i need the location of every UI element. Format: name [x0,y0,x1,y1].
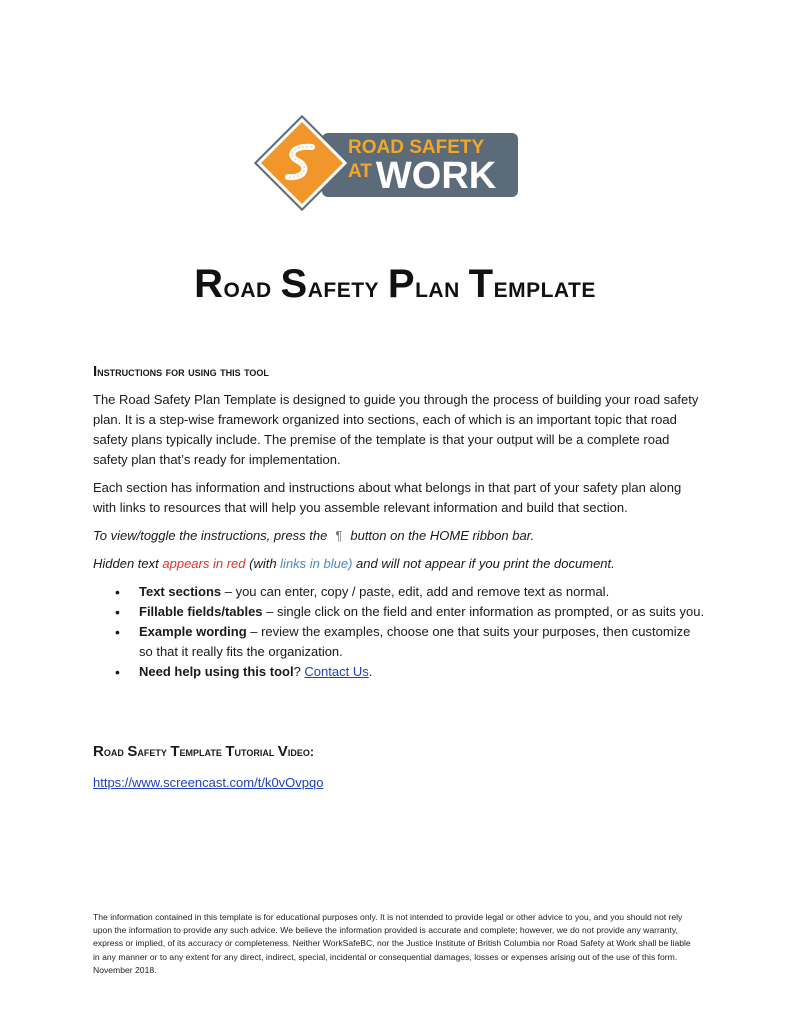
logo-text-road-safety: ROAD SAFETY [348,137,485,158]
blue-text-sample: links in blue) [280,556,353,571]
hidden-text-note [93,554,703,574]
toggle-note-text: button on the HOME ribbon bar. [350,528,535,543]
feature-bullet-list [115,582,705,682]
tutorial-video-heading: Road Safety Template Tutorial Video: [93,743,314,760]
road-safety-at-work-logo [262,127,520,213]
logo-text-work: WORK [375,155,497,197]
toggle-note-text: To view/toggle the instructions, press the [93,528,328,543]
list-item: • Need help using this tool? Contact Us. [115,662,705,682]
hidden-note-text: Hidden text [93,556,163,571]
hidden-note-text: (with [245,556,281,571]
title-word: Safety [280,262,380,306]
tutorial-video-link-row [93,773,703,793]
instructions-paragraph-1: The Road Safety Plan Template is designed to guide you through the process of building your road safety plan. It is a step-wise framework organized into sections, each of which is an important topic that road safety plans typically include. The premise of the template is that your output will be a complete road safety plan that’s ready for implementation. [93,392,699,467]
red-text-sample: appears in red [162,556,246,571]
hidden-note-text: and will not appear if you print the document. [352,556,615,571]
title-word: Road [194,262,272,306]
page-title [0,262,790,307]
list-item: • Example wording – review the examples, choose one that suits your purposes, then customize so that it really fits the organization. [115,622,705,662]
logo-text-at-work [348,157,496,195]
toggle-instructions-note [93,526,703,546]
winding-road-icon [272,133,330,191]
list-item: • Fillable fields/tables – single click on the field and enter information as prompted, or as suits you. [115,602,705,622]
title-word: Template [468,262,596,306]
legal-disclaimer: The information contained in this template is for educational purposes only. It is not intended to provide legal or other advice to you, and you should not rely upon the information to provide any such advice. We believe the information provided is accurate and complete; however, we do not provide any warranty, express or implied, of its accuracy or completeness. Neither WorkSafeBC, nor the Justice Institute of British Columbia nor Road Safety at Work shall be liable in any manner or to any extent for any direct, indirect, special, incidental or consequential damages, losses or expenses arising out of the use of this form. November 2018. [93,912,691,975]
list-item: • Text sections – you can enter, copy / paste, edit, add and remove text as normal. [115,582,705,602]
instructions-paragraph-2: Each section has information and instructions about what belongs in that part of your safety plan along with links to resources that will help you assemble relevant information and build that section. [93,480,682,515]
tutorial-video-link[interactable]: https://www.screencast.com/t/k0vOvpqo [93,775,324,790]
title-word: Plan [387,262,460,306]
instructions-heading: Instructions for using this tool [93,363,269,380]
logo-text-at: AT [348,161,372,182]
contact-us-link[interactable]: Contact Us [304,664,369,679]
pilcrow-icon: ¶ [335,528,343,543]
